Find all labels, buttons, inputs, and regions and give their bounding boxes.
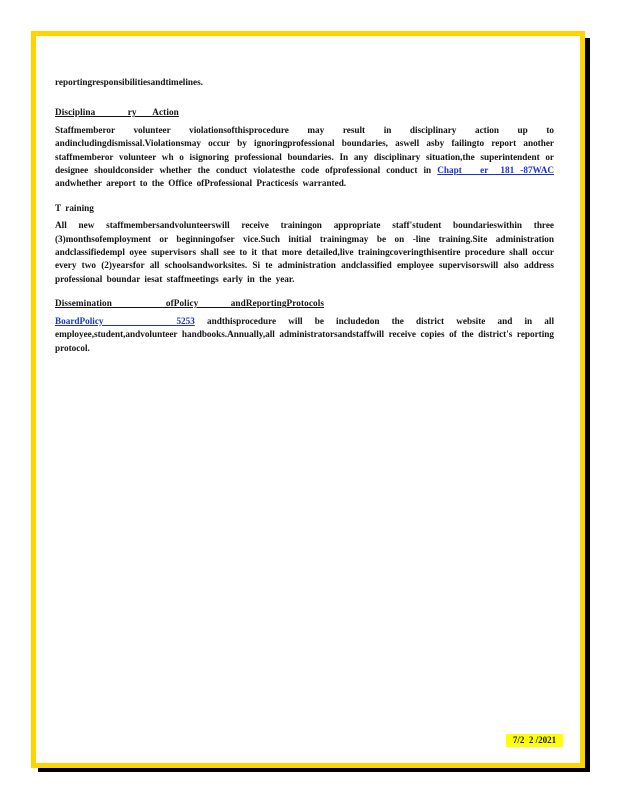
dissemination-text: andthisprocedure will be includedon the district website and in all employee,student,andvolunteer handbooks.Annually,all administratorsandstaffwill receive copies of the district's reporting protocol. <box>55 315 554 353</box>
discipline-heading: Disciplina ry Action <box>55 107 179 118</box>
footer-date: 7/2 2 /2021 <box>506 734 563 747</box>
intro-fragment: reportingresponsibilitiesandtimelines. <box>55 77 203 87</box>
board-policy-link[interactable]: BoardPolicy 5253 <box>55 315 195 326</box>
dissemination-paragraph <box>55 315 554 355</box>
discipline-text: Staffmemberor volunteer violationsofthisprocedure may result in disciplinary action up to andincludingdismissal.Violationsmay occur by ignoringprofessional boundaries, aswell asby failingto report another staffmemberor volunteer wh o isignoring professional boundaries. In any disciplinary situation,the superintendent or designee shouldconsider whether the conduct violatesthe code ofprofessional conduct in <box>55 124 554 176</box>
wac-chapter-link[interactable]: Chapt er 181 -87WAC <box>437 165 554 176</box>
discipline-text-end: andwhether areport to the Office ofProfessional Practicesis warranted. <box>55 178 347 189</box>
document-page <box>31 31 585 768</box>
training-paragraph: All new staffmembersandvolunteerswill receive trainingon appropriate staff'student boundarieswithin three (3)monthsofemployment or beginningofser vice.Such initial trainingmay be on -line training.Site administration andclassifiedempl oyee supervisors shall see to it that more detailed,live trainingcoveringthisentire procedure shall occur every two (2)yearsfor all schoolsandworksites. Si te administration andclassified employee supervisorswill also address professional boundar iesat staffmeetings early in the year. <box>55 220 554 284</box>
dissemination-heading: Dissemination ofPolicy andReportingProtocols <box>55 298 325 309</box>
document-body <box>55 76 554 355</box>
training-heading: T raining <box>55 202 94 213</box>
discipline-paragraph <box>55 124 554 191</box>
